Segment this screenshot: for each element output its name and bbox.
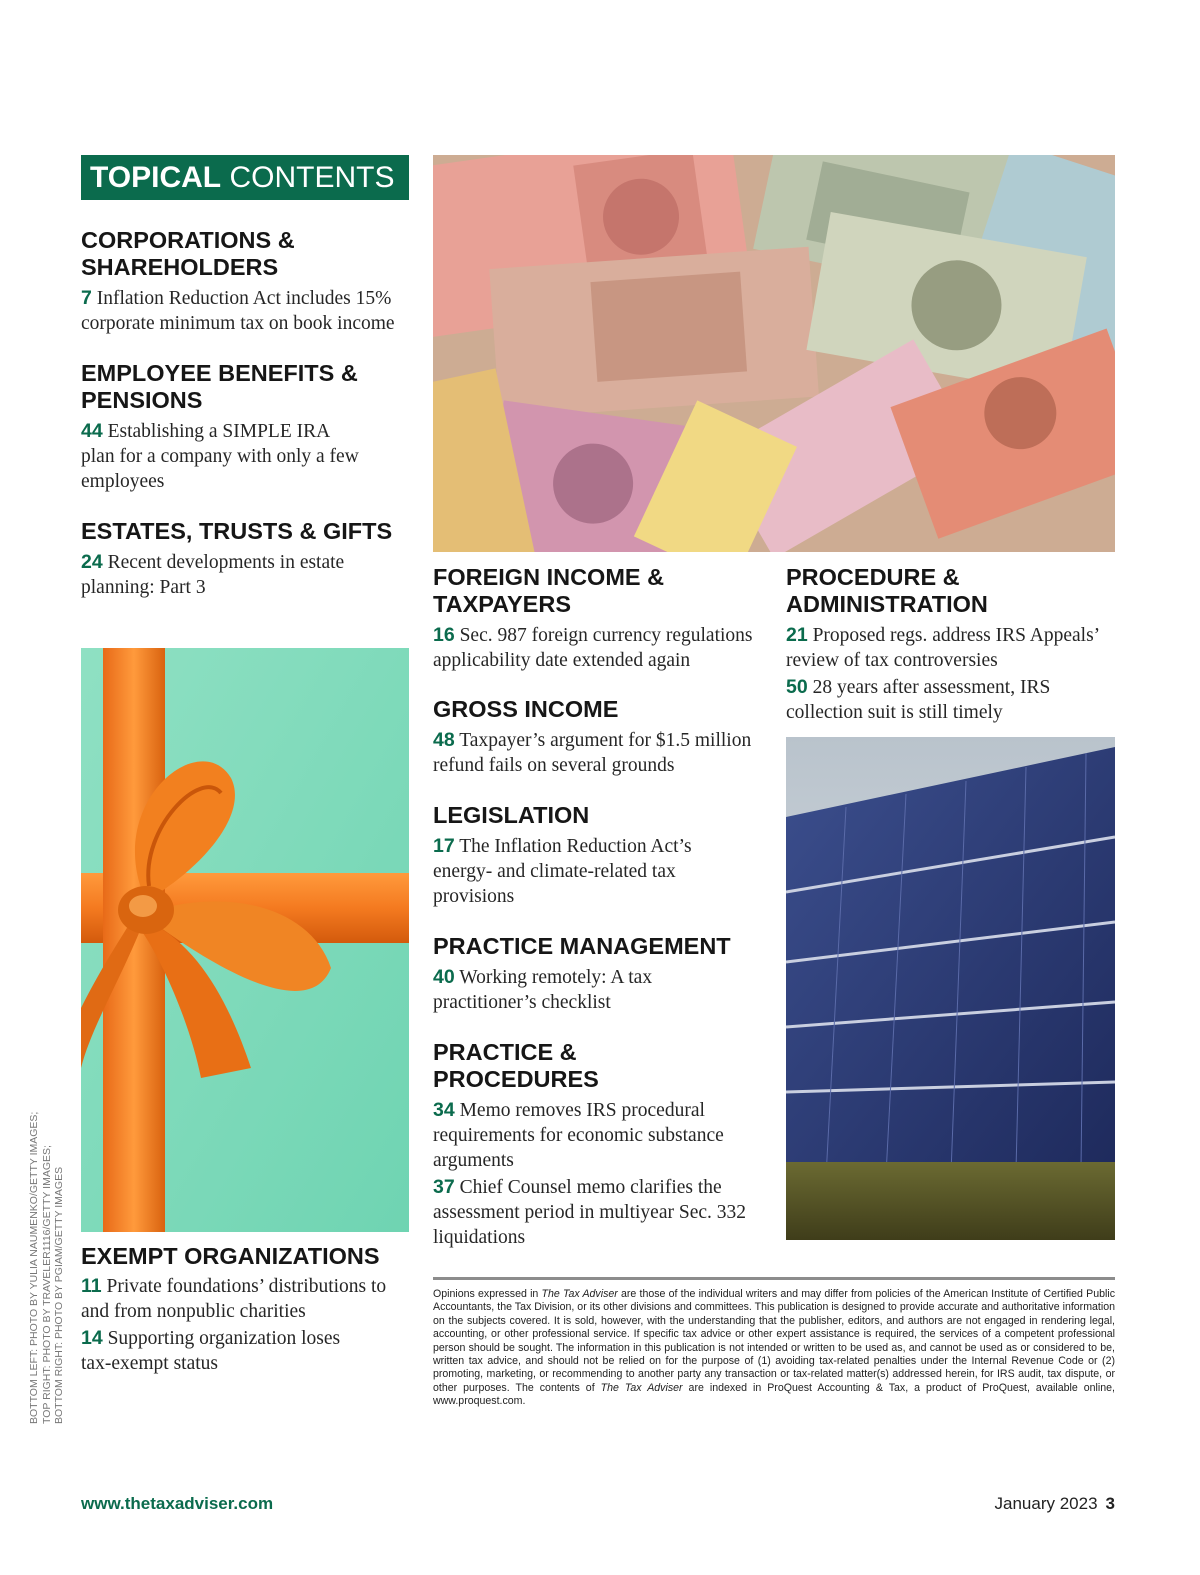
entry-line: 21 Proposed regs. address IRS Appeals’: [786, 624, 1101, 646]
toc-entry[interactable]: [433, 965, 778, 1015]
page-number: 34: [433, 1099, 455, 1121]
entry-line: practitioner’s checklist: [433, 992, 611, 1013]
page-number: 50: [786, 676, 808, 698]
issue-date: January 2023 3: [994, 1494, 1115, 1513]
entry-line: 14 Supporting organization loses: [81, 1327, 341, 1349]
solar-panels-photo: [786, 737, 1115, 1240]
section-gross-income: [433, 696, 778, 778]
section-practice-management: [433, 933, 778, 1015]
entry-line: 44 Establishing a SIMPLE IRA: [81, 420, 331, 442]
page-number: 44: [81, 420, 103, 442]
section-employee-benefits: [81, 360, 421, 494]
entry-line: 11 Private foundations’ distributions to: [81, 1275, 387, 1297]
disclaimer-text: Opinions expressed in The Tax Adviser are those of the individual writers and may differ from policies of the American Institute of Certified Public Accountants, the Tax Division, or its other divisions and committees. This publication is designed to provide accurate and authoritative information on the subjects covered. It is sold, however, with the understanding that the publisher, editors, and authors are not engaged in rendering legal, accounting, or other professional service. If specific tax advice or other expert assistance is required, the services of a competent professional person should be sought. The information in this publication is not intended or written to be used as, and cannot be used as or considered to be, written tax advice, and should not be relied on for the purpose of (1) avoiding tax-related penalties under the Internal Revenue Code or (2) promoting, marketing, or recommending to another party any transaction or tax-related matter(s) addressed herein, for IRS audit, tax dispute, or other purposes. The contents of The Tax Adviser are indexed in ProQuest Accounting & Tax, a product of ProQuest, available online, www.proquest.com.: [433, 1288, 1115, 1408]
toc-entry[interactable]: [81, 1274, 421, 1324]
entry-line: 24 Recent developments in estate: [81, 551, 345, 573]
entry-line: planning: Part 3: [81, 577, 206, 598]
section-practice-procedures: [433, 1039, 778, 1250]
entry-line: 34 Memo removes IRS procedural: [433, 1099, 705, 1121]
entry-line: review of tax controversies: [786, 650, 998, 671]
section-heading: GROSS INCOME: [433, 696, 619, 722]
section-heading: PRACTICE & PROCEDURES: [433, 1039, 599, 1092]
gift-ribbon-photo: [81, 648, 409, 1232]
section-heading: FOREIGN INCOME & TAXPAYERS: [433, 564, 665, 617]
page-number: 14: [81, 1327, 103, 1349]
entry-line: 40 Working remotely: A tax: [433, 966, 653, 988]
toc-entry[interactable]: [433, 834, 778, 909]
entry-line: 17 The Inflation Reduction Act’s: [433, 835, 692, 857]
entry-line: assessment period in multiyear Sec. 332: [433, 1202, 747, 1223]
credit-line: BOTTOM RIGHT: PHOTO BY PGIAM/GETTY IMAGES: [53, 1166, 65, 1424]
section-heading: LEGISLATION: [433, 802, 590, 828]
entry-line: 7 Inflation Reduction Act includes 15%: [81, 287, 392, 309]
page-number: 17: [433, 835, 455, 857]
entry-line: collection suit is still timely: [786, 702, 1003, 723]
toc-entry[interactable]: [786, 675, 1121, 725]
toc-entry[interactable]: [433, 1175, 778, 1250]
section-estates: [81, 518, 421, 600]
toc-entry[interactable]: [433, 1098, 778, 1173]
page-number: 40: [433, 966, 455, 988]
page-number: 21: [786, 624, 808, 646]
website-link[interactable]: www.thetaxadviser.com: [81, 1494, 274, 1513]
section-exempt: [81, 1243, 421, 1376]
entry-line: applicability date extended again: [433, 650, 691, 671]
credit-line: BOTTOM LEFT: PHOTO BY YULIA NAUMENKO/GETTY IMAGES;: [28, 1111, 40, 1424]
entry-line: tax-exempt status: [81, 1353, 219, 1374]
entry-line: 50 28 years after assessment, IRS: [786, 676, 1051, 698]
toc-entry[interactable]: [81, 1326, 421, 1376]
entry-line: energy- and climate-related tax: [433, 861, 676, 882]
entry-line: liquidations: [433, 1227, 526, 1248]
page-number: 37: [433, 1176, 455, 1198]
section-legislation: [433, 802, 778, 909]
toc-entry[interactable]: [81, 419, 421, 494]
section-heading: CORPORATIONS & SHAREHOLDERS: [81, 227, 295, 280]
toc-entry[interactable]: [433, 623, 778, 673]
disclaimer-rule: [433, 1277, 1115, 1280]
section-foreign-income: [433, 564, 778, 673]
entry-line: arguments: [433, 1150, 514, 1171]
section-corporations: [81, 227, 421, 336]
credit-line: TOP RIGHT: PHOTO BY TRAVELER1116/GETTY IMAGES;: [40, 1145, 53, 1424]
badge-bold-text: TOPICAL: [90, 161, 222, 194]
section-heading: EXEMPT ORGANIZATIONS: [81, 1243, 380, 1269]
entry-line: 37 Chief Counsel memo clarifies the: [433, 1176, 722, 1198]
entry-line: 16 Sec. 987 foreign currency regulations: [433, 624, 753, 646]
section-heading: PRACTICE MANAGEMENT: [433, 933, 731, 959]
topical-contents-badge: [81, 155, 409, 200]
toc-entry[interactable]: [81, 286, 421, 336]
toc-entry[interactable]: [786, 623, 1121, 673]
entry-line: provisions: [433, 886, 515, 907]
section-heading: ESTATES, TRUSTS & GIFTS: [81, 518, 393, 544]
entry-line: 48 Taxpayer’s argument for $1.5 million: [433, 729, 752, 751]
section-procedure-admin: [786, 564, 1121, 725]
entry-line: and from nonpublic charities: [81, 1301, 306, 1322]
entry-line: corporate minimum tax on book income: [81, 313, 395, 334]
section-heading: PROCEDURE & ADMINISTRATION: [786, 564, 988, 617]
currency-notes-photo: [433, 155, 1115, 552]
page-number: 11: [81, 1275, 102, 1297]
page-number: 7: [81, 287, 92, 309]
page-number: 24: [81, 551, 103, 573]
toc-entry[interactable]: [433, 728, 778, 778]
entry-line: employees: [81, 471, 165, 492]
toc-entry[interactable]: [81, 550, 421, 600]
section-heading: EMPLOYEE BENEFITS & PENSIONS: [81, 360, 358, 413]
photo-credit: [28, 1088, 80, 1424]
entry-line: requirements for economic substance: [433, 1125, 724, 1146]
page-number: 3: [1105, 1494, 1115, 1513]
entry-line: plan for a company with only a few: [81, 446, 359, 467]
entry-line: refund fails on several grounds: [433, 755, 675, 776]
page-number: 48: [433, 729, 455, 751]
page-number: 16: [433, 624, 455, 646]
badge-rest-text: CONTENTS: [221, 161, 395, 194]
